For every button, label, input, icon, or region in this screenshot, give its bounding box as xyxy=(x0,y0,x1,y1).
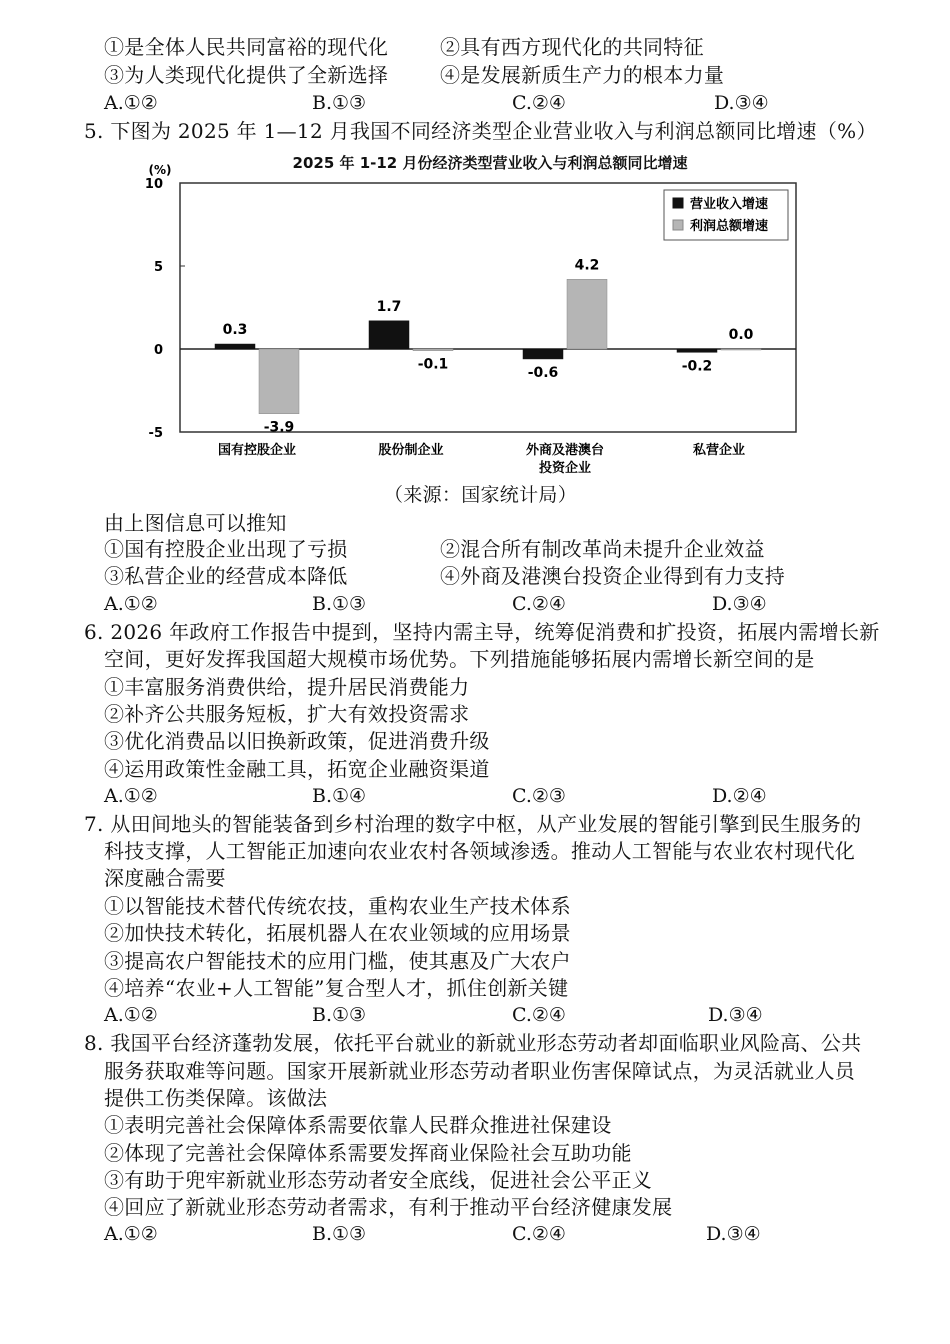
q8-statement-3: ③有助于兜牢新就业形态劳动者安全底线，促进社会公平正义 xyxy=(104,1168,653,1192)
q8-stem-line-2: 服务获取难等问题。国家开展新就业形态劳动者职业伤害保障试点，为灵活就业人员 xyxy=(104,1059,856,1083)
q7-statement-1: ①以智能技术替代传统农技，重构农业生产技术体系 xyxy=(104,894,571,918)
chart-title: 2025 年 1-12 月份经济类型营业收入与利润总额同比增速 xyxy=(292,154,688,172)
profit-growth-bar xyxy=(721,349,761,350)
q8-option-c: C.②④ xyxy=(512,1223,566,1245)
q6-stem-line-2: 空间，更好发挥我国超大规模市场优势。下列措施能够拓展内需增长新空间的是 xyxy=(104,647,815,671)
q6-option-d: D.②④ xyxy=(712,785,767,807)
q6-statement-1: ①丰富服务消费供给，提升居民消费能力 xyxy=(104,675,470,699)
q5-statement-4: ④外商及港澳台投资企业得到有力支持 xyxy=(440,564,786,588)
y-axis-unit: (%) xyxy=(148,163,172,177)
q8-option-d: D.③④ xyxy=(706,1223,761,1245)
q5-option-d: D.③④ xyxy=(712,593,767,615)
legend-label: 利润总额增速 xyxy=(690,219,769,234)
revenue-growth-bar xyxy=(215,344,255,349)
q5-lead: 由上图信息可以推知 xyxy=(104,511,287,535)
q4-option-c: C.②④ xyxy=(512,92,566,114)
q7-stem-line-3: 深度融合需要 xyxy=(104,866,226,890)
bar-value-label: -3.9 xyxy=(263,419,295,436)
profit-growth-bar xyxy=(413,349,453,351)
bar-value-label: -0.1 xyxy=(417,356,449,373)
q8-option-b: B.①③ xyxy=(312,1223,367,1245)
q6-statement-4: ④运用政策性金融工具，拓宽企业融资渠道 xyxy=(104,757,490,781)
q7-statement-4: ④培养“农业+人工智能”复合型人才，抓住创新关键 xyxy=(104,976,569,1000)
category-label: 私营企业 xyxy=(692,443,746,458)
q8-option-a: A.①② xyxy=(104,1223,158,1245)
y-tick-label: -5 xyxy=(148,426,163,441)
profit-growth-bar xyxy=(567,279,607,349)
profit-growth-bar xyxy=(259,349,299,414)
y-tick-label: 0 xyxy=(153,343,163,358)
y-tick-label: 5 xyxy=(153,260,163,275)
chart-source: （来源：国家统计局） xyxy=(384,484,578,506)
bar-value-label: 0.0 xyxy=(728,327,754,343)
bar-value-label: -0.6 xyxy=(527,364,559,381)
bar-value-label: 1.7 xyxy=(376,298,402,315)
q6-statement-2: ②补齐公共服务短板，扩大有效投资需求 xyxy=(104,702,470,726)
q6-option-c: C.②③ xyxy=(512,785,566,807)
q7-option-d: D.③④ xyxy=(708,1004,763,1026)
q6-statement-3: ③优化消费品以旧换新政策，促进消费升级 xyxy=(104,729,490,753)
q5-stem: 5. 下图为 2025 年 1—12 月我国不同经济类型企业营业收入与利润总额同比增速（%） xyxy=(84,119,877,143)
q4-option-b: B.①③ xyxy=(312,92,367,114)
bar-value-label: 0.3 xyxy=(222,322,248,339)
category-label: 国有控股企业 xyxy=(217,443,297,458)
category-label: 投资企业 xyxy=(538,461,592,476)
q6-option-a: A.①② xyxy=(104,785,158,807)
q4-option-d: D.③④ xyxy=(714,92,769,114)
legend-swatch xyxy=(673,220,683,230)
q8-statement-2: ②体现了完善社会保障体系需要发挥商业保险社会互助功能 xyxy=(104,1141,632,1165)
q6-stem-line-1: 6. 2026 年政府工作报告中提到，坚持内需主导，统筹促消费和扩投资，拓展内需增长新 xyxy=(84,620,880,644)
revenue-growth-bar xyxy=(677,349,717,352)
q7-stem-line-1: 7. 从田间地头的智能装备到乡村治理的数字中枢，从产业发展的智能引擎到民生服务的 xyxy=(84,812,862,836)
q5-statement-3: ③私营企业的经营成本降低 xyxy=(104,564,348,588)
q4-option-a: A.①② xyxy=(104,92,158,114)
q7-option-a: A.①② xyxy=(104,1004,158,1026)
q5-option-c: C.②④ xyxy=(512,593,566,615)
q7-stem-line-2: 科技支撑，人工智能正加速向农业农村各领域渗透。推动人工智能与农业农村现代化 xyxy=(104,839,856,863)
q5-statement-1: ①国有控股企业出现了亏损 xyxy=(104,537,348,561)
q4-statement-3: ③为人类现代化提供了全新选择 xyxy=(104,63,389,87)
category-label: 外商及港澳台 xyxy=(525,443,605,458)
legend-label: 营业收入增速 xyxy=(690,197,769,212)
q5-statement-2: ②混合所有制改革尚未提升企业效益 xyxy=(440,537,765,561)
revenue-growth-bar xyxy=(523,349,563,359)
bar-chart xyxy=(0,150,950,490)
q8-statement-1: ①表明完善社会保障体系需要依靠人民群众推进社保建设 xyxy=(104,1113,612,1137)
q8-stem-line-3: 提供工伤类保障。该做法 xyxy=(104,1086,328,1110)
q7-option-b: B.①③ xyxy=(312,1004,367,1026)
q4-statement-4: ④是发展新质生产力的根本力量 xyxy=(440,63,725,87)
q5-option-b: B.①③ xyxy=(312,593,367,615)
q8-stem-line-1: 8. 我国平台经济蓬勃发展，依托平台就业的新就业形态劳动者却面临职业风险高、公共 xyxy=(84,1031,862,1055)
q5-option-a: A.①② xyxy=(104,593,158,615)
q4-statement-1: ①是全体人民共同富裕的现代化 xyxy=(104,35,389,59)
bar-value-label: 4.2 xyxy=(574,257,600,274)
y-tick-label: 10 xyxy=(144,177,163,192)
q8-statement-4: ④回应了新就业形态劳动者需求，有利于推动平台经济健康发展 xyxy=(104,1195,673,1219)
legend-swatch xyxy=(673,198,683,208)
revenue-growth-bar xyxy=(369,321,409,349)
q6-option-b: B.①④ xyxy=(312,785,367,807)
q7-option-c: C.②④ xyxy=(512,1004,566,1026)
q4-statement-2: ②具有西方现代化的共同特征 xyxy=(440,35,704,59)
bar-value-label: -0.2 xyxy=(681,358,713,375)
q7-statement-3: ③提高农户智能技术的应用门槛，使其惠及广大农户 xyxy=(104,949,571,973)
q7-statement-2: ②加快技术转化，拓展机器人在农业领域的应用场景 xyxy=(104,921,571,945)
category-label: 股份制企业 xyxy=(378,443,444,458)
